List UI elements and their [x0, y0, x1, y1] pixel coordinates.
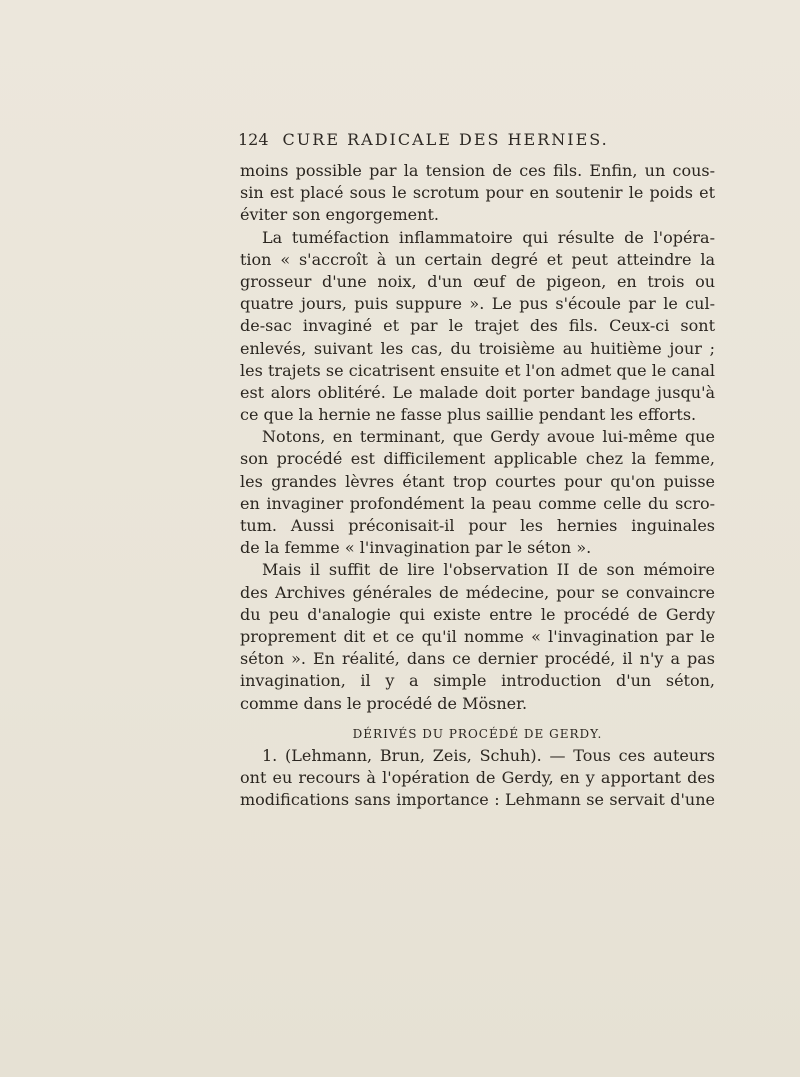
text-line: La tuméfaction inflammatoire qui résulte de l'opéra- — [262, 227, 715, 247]
text-line: de la femme « l'invagination par le séton ». — [240, 538, 592, 558]
text-line: les trajets se cicatrisent ensuite et l'on admet que le canal — [240, 360, 715, 380]
text-line: comme dans le procédé de Mösner. — [240, 693, 528, 713]
section-heading: DÉRIVÉS DU PROCÉDÉ DE GERDY. — [352, 726, 603, 741]
text-line: tion « s'accroît à un certain degré et peut atteindre la — [240, 249, 715, 269]
text-line: ce que la hernie ne fasse plus saillie pendant les efforts. — [240, 405, 697, 425]
text-line: enlevés, suivant les cas, du troisième au huitième jour ; — [240, 338, 715, 358]
text-line: quatre jours, puis suppure ». Le pus s'écoule par le cul- — [240, 294, 715, 314]
text-line: grosseur d'une noix, d'un œuf de pigeon, en trois ou — [240, 271, 715, 291]
text-line: est alors oblitéré. Le malade doit porter bandage jusqu'à — [240, 382, 715, 402]
text-line: moins possible par la tension de ces fils. Enfin, un cous- — [240, 161, 715, 180]
body-text — [240, 160, 715, 811]
text-line: éviter son engorgement. — [240, 205, 439, 225]
text-line: Mais il suffit de lire l'observation II de son mémoire — [262, 560, 715, 580]
text-line: 1. (Lehmann, Brun, Zeis, Schuh). — Tous ces auteurs — [262, 745, 715, 765]
text-line: du peu d'analogie qui existe entre le procédé de Gerdy — [240, 604, 715, 624]
text-line: ont eu recours à l'opération de Gerdy, en y apportant des — [240, 768, 715, 788]
text-line: de-sac invaginé et par le trajet des fils. Ceux-ci sont — [240, 316, 715, 336]
text-line: les grandes lèvres étant trop courtes pour qu'on puisse — [240, 471, 715, 491]
text-line: séton ». En réalité, dans ce dernier procédé, il n'y a pas — [240, 649, 715, 669]
page-number: 124 — [238, 130, 269, 149]
text-line: invagination, il y a simple introduction d'un séton, — [240, 671, 715, 691]
text-line: Notons, en terminant, que Gerdy avoue lui-même que — [262, 427, 715, 447]
text-line: tum. Aussi préconisait-il pour les hernies inguinales — [240, 516, 715, 535]
text-line: des Archives générales de médecine, pour se convaincre — [240, 582, 715, 602]
text-line: proprement dit et ce qu'il nomme « l'invagination par le — [240, 626, 715, 646]
text-line: son procédé est difficilement applicable chez la femme, — [240, 449, 715, 469]
text-line: modifications sans importance : Lehmann se servait d'une — [240, 790, 715, 810]
running-title: CURE RADICALE DES HERNIES. — [282, 130, 609, 149]
text-line: sin est placé sous le scrotum pour en soutenir le poids et — [240, 183, 715, 203]
text-line: en invaginer profondément la peau comme celle du scro- — [240, 493, 715, 513]
running-header — [238, 130, 798, 149]
